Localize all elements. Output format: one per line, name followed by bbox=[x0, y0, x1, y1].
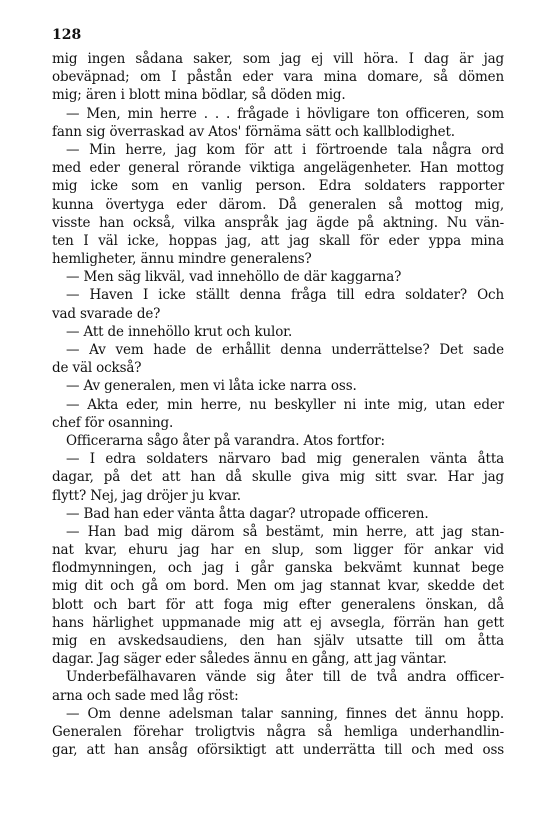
text-line: — Bad han eder vänta åtta dagar? utropade officeren. bbox=[66, 505, 429, 522]
text-line: dagar. Jag säger eder således ännu en gång, att jag väntar. bbox=[52, 651, 447, 668]
body-text bbox=[52, 50, 504, 759]
text-line: blott och bart för att foga mig efter generalens önskan, då bbox=[52, 596, 504, 613]
text-line: — Men, min herre . . . frågade i hövligare ton officeren, som bbox=[66, 105, 504, 122]
text-line: kunna övertyga eder därom. Då generalen så mottog mig, bbox=[52, 196, 504, 213]
text-line: med eder general rörande viktiga angelägenheter. Han mottog bbox=[52, 160, 504, 177]
text-line: — Han bad mig därom så bestämt, min herre, att jag stan- bbox=[66, 523, 504, 540]
text-line: — Akta eder, min herre, nu beskyller ni inte mig, utan eder bbox=[66, 396, 504, 413]
text-line: Generalen förehar troligtvis några så hemliga underhandlin- bbox=[52, 723, 504, 740]
text-line: — I edra soldaters närvaro bad mig generalen vänta åtta bbox=[66, 451, 504, 468]
text-line: chef för osanning. bbox=[52, 414, 174, 431]
text-line: flytt? Nej, jag dröjer ju kvar. bbox=[52, 487, 241, 504]
text-line: mig; ären i blott mina bödlar, så döden mig. bbox=[52, 87, 346, 104]
text-line: Officerarna sågo åter på varandra. Atos fortfor: bbox=[66, 432, 385, 449]
text-line: visste han också, vilka anspråk jag ägde på aktning. Nu vän- bbox=[52, 214, 504, 231]
text-line: ten I väl icke, hoppas jag, att jag skall för eder yppa mina bbox=[52, 232, 504, 249]
text-line: mig dit och gå om bord. Men om jag stannat kvar, skedde det bbox=[52, 578, 504, 595]
text-line: mig ingen sådana saker, som jag ej vill höra. I dag är jag bbox=[52, 51, 504, 67]
text-line: mig icke som en vanlig person. Edra soldaters rapporter bbox=[52, 178, 504, 195]
page-number: 128 bbox=[52, 27, 82, 43]
text-line: mig en avskedsaudiens, den han själv utsatte till om åtta bbox=[52, 633, 504, 649]
text-line: nat kvar, ehuru jag har en slup, som ligger för ankar vid bbox=[52, 542, 504, 559]
text-line: gar, att han ansåg oförsiktigt att underrätta till och med oss bbox=[52, 742, 504, 759]
text-line: Underbefälhavaren vände sig åter till de två andra officer- bbox=[66, 669, 504, 686]
text-line: vad svarade de? bbox=[52, 305, 161, 322]
text-line: dagar, på det att han då skulle giva mig sitt svar. Har jag bbox=[52, 469, 504, 486]
text-line: — Om denne adelsman talar sanning, finnes det ännu hopp. bbox=[66, 705, 504, 722]
text-line: de väl också? bbox=[52, 360, 142, 377]
text-line: arna och sade med låg röst: bbox=[52, 687, 239, 704]
text-line: — Men säg likväl, vad innehöllo de där kaggarna? bbox=[66, 269, 402, 286]
text-line: hemligheter, ännu mindre generalens? bbox=[52, 251, 312, 268]
text-line: — Haven I icke ställt denna fråga till edra soldater? Och bbox=[66, 287, 504, 304]
book-page bbox=[52, 26, 504, 759]
text-line: — Min herre, jag kom för att i förtroende tala några ord bbox=[66, 141, 504, 158]
text-line: hans härlighet uppmanade mig att ej avsegla, förrän han gett bbox=[52, 614, 504, 631]
text-line: fann sig överraskad av Atos' förnäma sätt och kallblodighet. bbox=[52, 123, 455, 140]
text-line: — Att de innehöllo krut och kulor. bbox=[66, 323, 293, 340]
text-line: — Av generalen, men vi låta icke narra oss. bbox=[66, 378, 357, 395]
text-line: flodmynningen, och jag i går ganska bekvämt kunnat bege bbox=[52, 560, 504, 577]
text-line: obeväpnad; om I påstån eder vara mina domare, så dömen bbox=[52, 69, 504, 86]
text-line: — Av vem hade de erhållit denna underrättelse? Det sade bbox=[66, 342, 504, 358]
